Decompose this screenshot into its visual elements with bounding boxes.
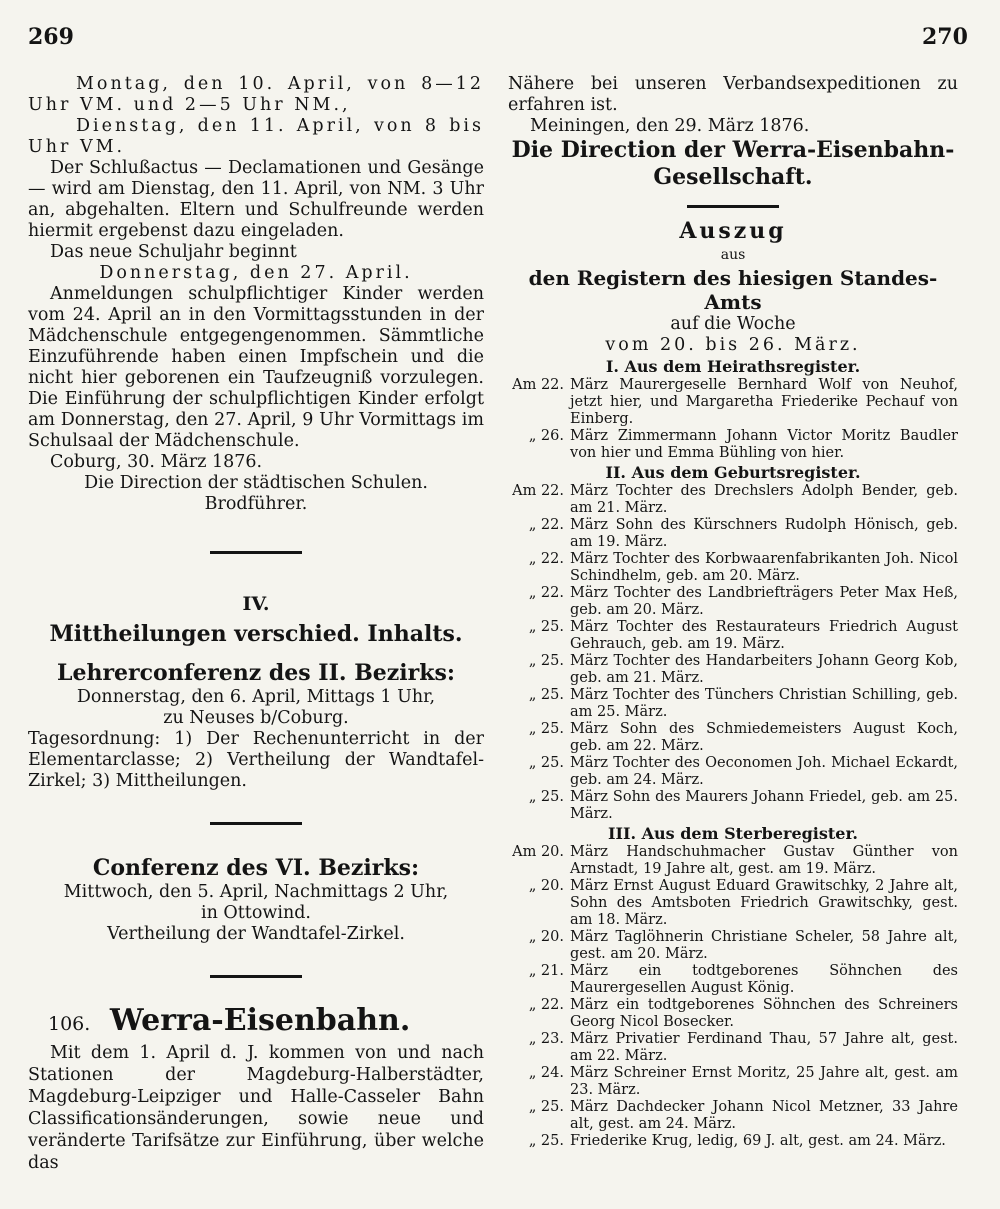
entry-date: „ 21.: [528, 963, 564, 979]
entry-date: „ 25.: [528, 619, 564, 635]
register-entry: [508, 377, 958, 428]
register-entry: [508, 755, 958, 789]
notice-heading: [28, 1004, 484, 1042]
register-entry: [508, 997, 958, 1031]
extract-aus: aus: [720, 247, 746, 263]
entry-text: März Tochter des Landbriefträgers Peter Max Heß, geb. am 20. März.: [570, 585, 958, 618]
entry-date: „ 20.: [528, 878, 564, 894]
place-date-coburg: Coburg, 30. März 1876.: [50, 452, 263, 472]
entry-text: März Ernst August Eduard Grawitschky, 2 Jahre alt, Sohn des Amtsboten Friedrich Grawitschky, gest. am 18. März.: [570, 878, 958, 928]
entry-text: März Tochter des Handarbeiters Johann Georg Kob, geb. am 21. März.: [570, 653, 958, 686]
entry-text: März Zimmermann Johann Victor Moritz Baudler von hier und Emma Bühling von hier.: [570, 428, 958, 461]
register-entry: [508, 1065, 958, 1099]
register-section-title: III. Aus dem Sterberegister.: [608, 824, 858, 843]
entry-date: „ 25.: [528, 789, 564, 805]
extract-title: Auszug: [679, 218, 787, 244]
extract-dates: vom 20. bis 26. März.: [605, 335, 861, 355]
closing-ceremony-paragraph: Der Schlußactus — Declamationen und Gesänge — wird am Dienstag, den 11. April, von NM. 3 Uhr an, abgehalten. Eltern und Schulfreunde werden hiermit ergebenst dazu eingeladen.: [28, 158, 484, 241]
section-number: IV.: [242, 593, 270, 615]
entry-text: März Tochter des Drechslers Adolph Bender, geb. am 21. März.: [570, 483, 958, 516]
entry-text: März Tochter des Oeconomen Joh. Michael Eckardt, geb. am 24. März.: [570, 755, 958, 788]
register-entry: [508, 585, 958, 619]
entry-date: „ 25.: [528, 721, 564, 737]
entry-text: März Maurergeselle Bernhard Wolf von Neuhof, jetzt hier, und Margaretha Friederike Pechauf von Einberg.: [570, 377, 958, 427]
entry-date: „ 22.: [528, 517, 564, 533]
conference-2-topic: Vertheilung der Wandtafel-Zirkel.: [107, 924, 405, 944]
entry-text: März ein todtgeborenes Söhnchen des Maurergesellen August König.: [570, 963, 958, 996]
entry-date: „ 22.: [528, 585, 564, 601]
register-entry: [508, 963, 958, 997]
entry-date: „ 25.: [528, 653, 564, 669]
entry-date: „ 26.: [528, 428, 564, 444]
entry-date: „ 25.: [528, 755, 564, 771]
extract-subtitle: den Registern des hiesigen Standes-Amts: [528, 266, 938, 314]
right-column: [508, 74, 958, 1150]
entry-text: Friederike Krug, ledig, 69 J. alt, gest. am 24. März.: [570, 1133, 946, 1149]
conference-2-time: Mittwoch, den 5. April, Nachmittags 2 Uhr,: [63, 882, 449, 902]
register-entry: [508, 789, 958, 823]
page-number-right: 270: [922, 24, 968, 50]
register-entry: [508, 619, 958, 653]
conference-1-time: Donnerstag, den 6. April, Mittags 1 Uhr,: [76, 687, 436, 707]
registration-paragraph: Anmeldungen schulpflichtiger Kinder werden vom 24. April an in den Vormittagsstunden in der Mädchenschule entgegengenommen. Sämmtliche Einzuführende haben einen Impfschein und die nicht hier geborenen ein Taufzeugniß vorzulegen. Die Einführung der schulpflichtigen Kinder erfolgt am Donnerstag, den 27. April, 9 Uhr Vormittags im Schulsaal der Mädchenschule.: [28, 284, 484, 451]
notice-title: Werra-Eisenbahn.: [109, 1003, 411, 1038]
entry-date: „ 24.: [528, 1065, 564, 1081]
new-school-year-date: Donnerstag, den 27. April.: [99, 263, 413, 283]
notice-number: 106.: [48, 1013, 91, 1035]
entry-text: März Schreiner Ernst Moritz, 25 Jahre alt, gest. am 23. März.: [570, 1065, 958, 1098]
register-entry: [508, 929, 958, 963]
signature-werra: Die Direction der Werra-Eisenbahn-Gesellschaft.: [511, 137, 955, 190]
entry-date: Am 20.: [512, 844, 564, 860]
entry-text: März Handschuhmacher Gustav Günther von Arnstadt, 19 Jahre alt, gest. am 19. März.: [570, 844, 958, 877]
register-entry: [508, 687, 958, 721]
entry-text: März Dachdecker Johann Nicol Metzner, 33 Jahre alt, gest. am 24. März.: [570, 1099, 958, 1132]
entry-text: März Tochter des Korbwaarenfabrikanten Joh. Nicol Schindhelm, geb. am 20. März.: [570, 551, 958, 584]
entry-text: März Tochter des Tünchers Christian Schilling, geb. am 25. März.: [570, 687, 958, 720]
entry-text: März Sohn des Schmiedemeisters August Koch, geb. am 22. März.: [570, 721, 958, 754]
entry-text: März Privatier Ferdinand Thau, 57 Jahre alt, gest. am 22. März.: [570, 1031, 958, 1064]
register-entry: [508, 517, 958, 551]
register-section-title: II. Aus dem Geburtsregister.: [605, 463, 861, 482]
continued-text: Nähere bei unseren Verbandsexpeditionen zu erfahren ist.: [508, 74, 958, 115]
conference-2-place: in Ottowind.: [201, 903, 311, 923]
register-section-title: I. Aus dem Heirathsregister.: [605, 357, 861, 376]
entry-date: „ 25.: [528, 687, 564, 703]
register-entry: [508, 844, 958, 878]
schedule-monday: Montag, den 10. April, von 8—12 Uhr VM. und 2—5 Uhr NM.,: [28, 74, 484, 115]
left-column: [28, 74, 484, 1174]
entry-text: März ein todtgeborenes Söhnchen des Schreiners Georg Nicol Bosecker.: [570, 997, 958, 1030]
entry-date: „ 25.: [528, 1099, 564, 1115]
entry-text: März Sohn des Kürschners Rudolph Hönisch, geb. am 19. März.: [570, 517, 958, 550]
conference-1-title: Lehrerconferenz des II. Bezirks:: [56, 660, 455, 686]
notice-text: Mit dem 1. April d. J. kommen von und nach Stationen der Magdeburg-Halberstädter, Magdeburg-Leipziger und Halle-Casseler Bahn Classificationsänderungen, sowie neue und veränderte Tarifsätze zur Einführung, über welche das: [28, 1043, 484, 1173]
place-date-meiningen: Meiningen, den 29. März 1876.: [530, 116, 810, 136]
signature-name: Brodführer.: [204, 494, 308, 514]
entry-text: März Tochter des Restaurateurs Friedrich August Gehrauch, geb. am 19. März.: [570, 619, 958, 652]
entry-date: „ 22.: [528, 997, 564, 1013]
entry-date: „ 22.: [528, 551, 564, 567]
signature-direction: Die Direction der städtischen Schulen.: [84, 473, 428, 493]
entry-date: „ 23.: [528, 1031, 564, 1047]
page-number-left: 269: [28, 24, 74, 50]
section-title: Mittheilungen verschied. Inhalts.: [49, 621, 463, 647]
entry-date: Am 22.: [512, 483, 564, 499]
register-entry: [508, 428, 958, 462]
entry-date: „ 25.: [528, 1133, 564, 1149]
schedule-tuesday: Dienstag, den 11. April, von 8 bis Uhr VM.: [28, 116, 484, 157]
register-entry: [508, 483, 958, 517]
register-entry: [508, 1099, 958, 1133]
conference-1-agenda: Tagesordnung: 1) Der Rechenunterricht in der Elementarclasse; 2) Vertheilung der Wandtafel-Zirkel; 3) Mittheilungen.: [28, 729, 484, 791]
register-entry: [508, 551, 958, 585]
new-school-year-line: Das neue Schuljahr beginnt: [50, 242, 297, 262]
conference-1-place: zu Neuses b/Coburg.: [163, 708, 349, 728]
entry-text: März Taglöhnerin Christiane Scheler, 58 Jahre alt, gest. am 20. März.: [570, 929, 958, 962]
register-entry: [508, 878, 958, 929]
register-entry: [508, 1133, 958, 1150]
register-entry: [508, 721, 958, 755]
register-entry: [508, 1031, 958, 1065]
entry-text: März Sohn des Maurers Johann Friedel, geb. am 25. März.: [570, 789, 958, 822]
entry-date: Am 22.: [512, 377, 564, 393]
entry-date: „ 20.: [528, 929, 564, 945]
conference-2-title: Conferenz des VI. Bezirks:: [92, 855, 420, 881]
extract-week: auf die Woche: [670, 314, 796, 334]
register-entry: [508, 653, 958, 687]
